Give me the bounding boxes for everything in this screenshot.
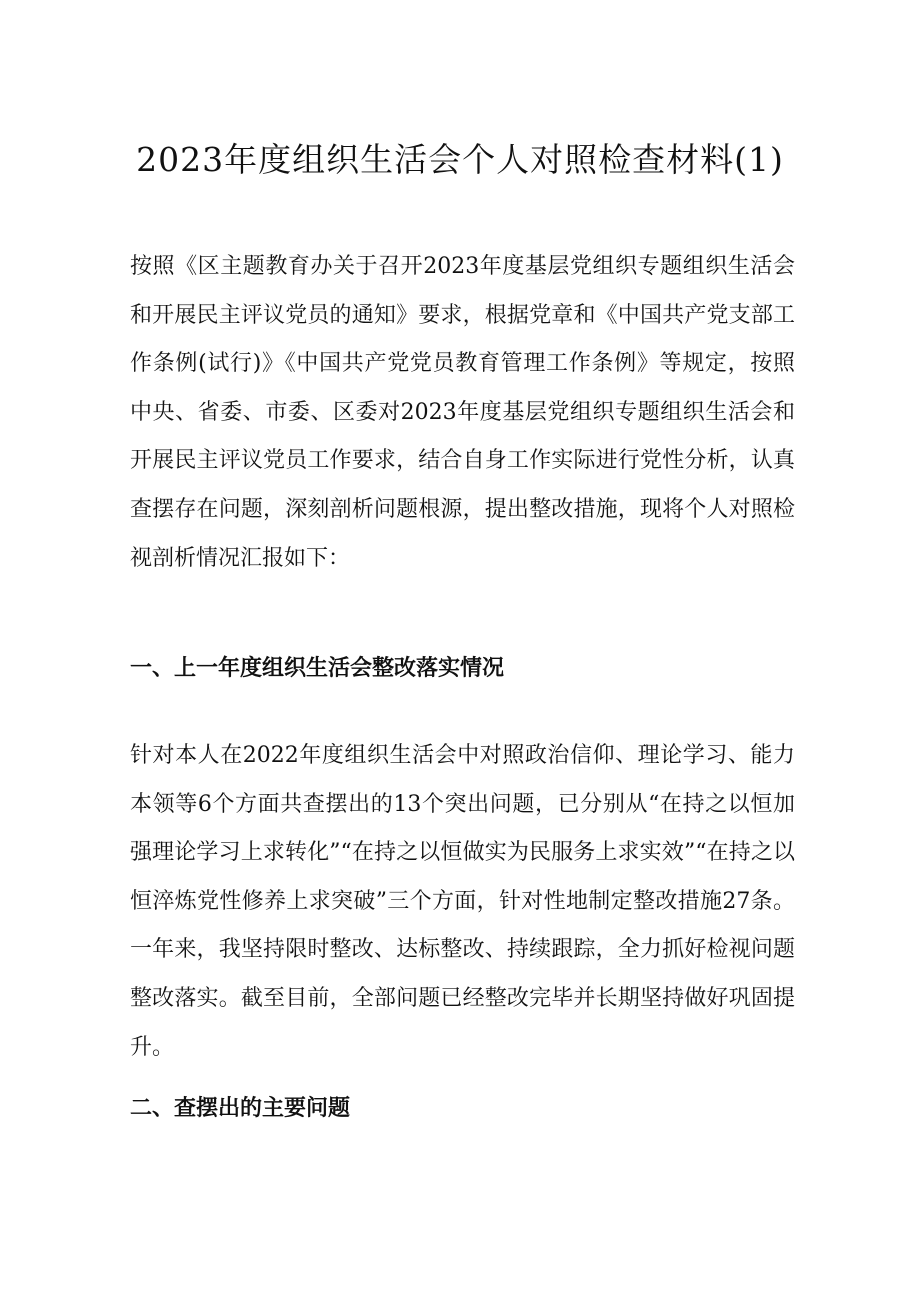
document-title: 2023年度组织生活会个人对照检查材料(1) [136,140,784,179]
section-1-paragraph: 针对本人在2022年度组织生活会中对照政治信仰、理论学习、能力本领等6个方面共查摆出的13个突出问题，已分别从“在持之以恒加强理论学习上求转化”“在持之以恒做实为民服务上求实效”“在持之以恒淬炼党性修养上求突破”三个方面，针对性地制定整改措施27条。一年来，我坚持限时整改、达标整改、持续跟踪，全力抓好检视问题整改落实。截至目前，全部问题已经整改完毕并长期坚持做好巩固提升。 [130,743,795,1060]
section-heading-2: 二、查摆出的主要问题 [130,1095,351,1121]
intro-paragraph: 按照《区主题教育办关于召开2023年度基层党组织专题组织生活会和开展民主评议党员的通知》要求，根据党章和《中国共产党支部工作条例(试行)》《中国共产党党员教育管理工作条例》等规定，按照中央、省委、市委、区委对2023年度基层党组织专题组织生活会和开展民主评议党员工作要求，结合自身工作实际进行党性分析，认真查摆存在问题，深刻剖析问题根源，提出整改措施，现将个人对照检视剖析情况汇报如下： [130,254,795,571]
section-heading-1: 一、上一年度组织生活会整改落实情况 [130,655,505,681]
